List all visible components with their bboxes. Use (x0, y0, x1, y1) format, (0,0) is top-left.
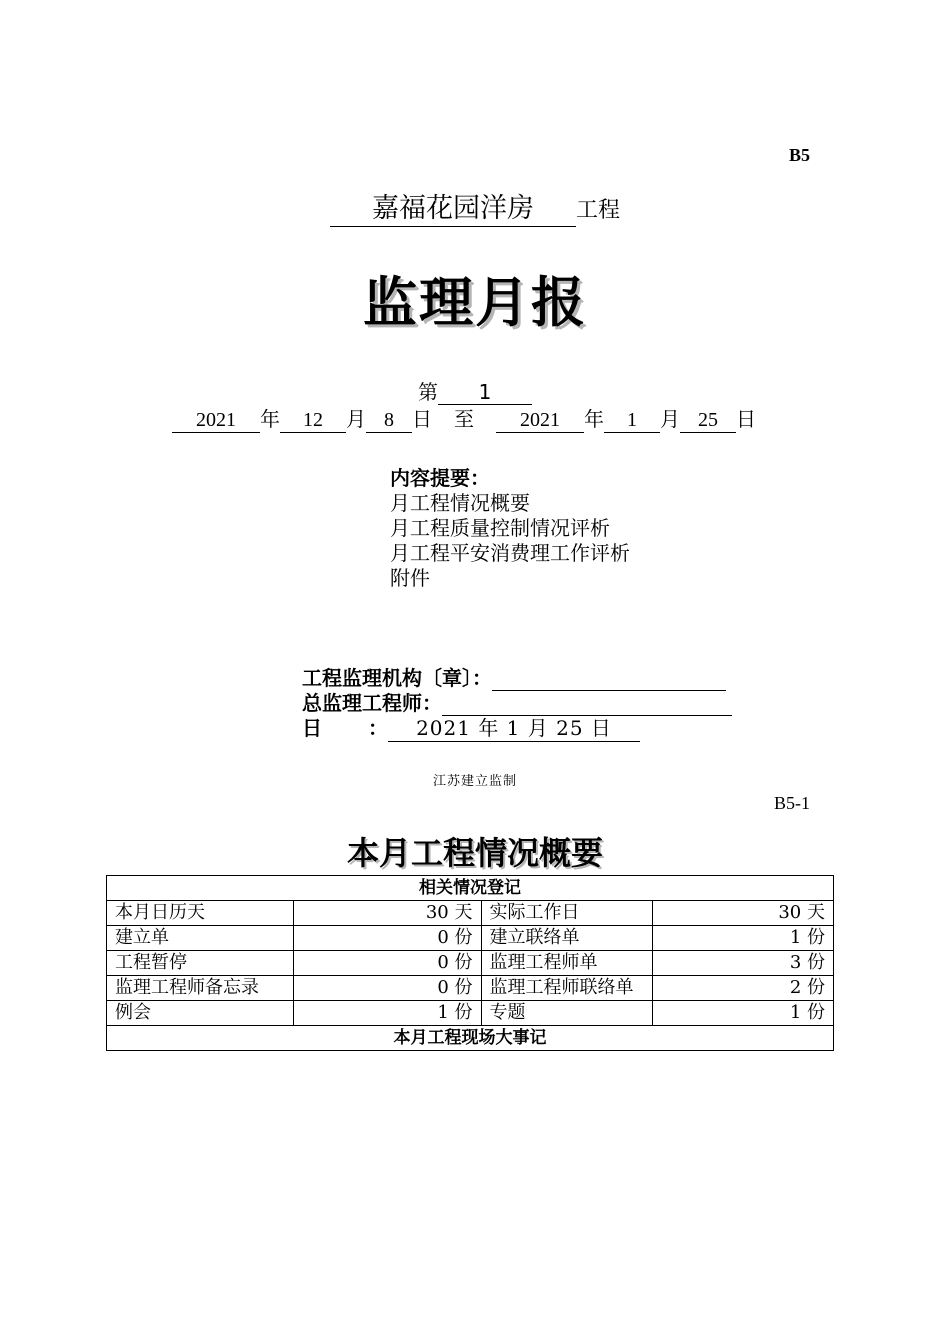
report-title: 监理月报 (363, 271, 587, 334)
summary-item: 月工程质量控制情况评析 (390, 516, 610, 540)
row-value: 0 份 (294, 926, 481, 951)
row-label: 实际工作日 (481, 901, 652, 926)
project-line (0, 192, 950, 227)
table-row (107, 1001, 834, 1026)
row-label: 建立联络单 (481, 926, 652, 951)
summary-heading: 内容提要： (390, 466, 490, 490)
project-name: 嘉福花园洋房 (330, 192, 576, 227)
row-value: 0 份 (294, 951, 481, 976)
table-row (107, 976, 834, 1001)
end-day: 25 (680, 408, 736, 433)
row-value: 3 份 (652, 951, 833, 976)
date-label: 日 (302, 716, 322, 740)
date-range (172, 403, 756, 433)
day-label: 日 (736, 407, 756, 431)
row-label: 监理工程师备忘录 (107, 976, 294, 1001)
row-value: 30 天 (294, 901, 481, 926)
row-label: 例会 (107, 1001, 294, 1026)
row-value: 2 份 (652, 976, 833, 1001)
year-label: 年 (584, 407, 604, 431)
signature-block (302, 666, 732, 741)
issue-number: 1 (438, 380, 532, 405)
date-colon: ： (368, 716, 388, 740)
form-code: B5 (788, 145, 810, 165)
row-label: 专题 (481, 1001, 652, 1026)
summary-item: 附件 (390, 566, 430, 590)
issue-line (0, 376, 950, 405)
month-label: 月 (660, 407, 680, 431)
start-day: 8 (366, 408, 412, 433)
section-title: 本月工程情况概要 (346, 834, 603, 872)
org-label: 工程监理机构〔章〕： (302, 666, 492, 690)
table-row (107, 901, 834, 926)
table-header-row (107, 876, 834, 901)
project-suffix: 工程 (575, 198, 620, 223)
summary-item: 月工程平安消费理工作评析 (390, 541, 630, 565)
row-label: 监理工程师联络单 (481, 976, 652, 1001)
row-value: 1 份 (652, 926, 833, 951)
end-month: 1 (604, 408, 660, 433)
day-label: 日 (412, 407, 432, 431)
summary-item: 月工程情况概要 (390, 491, 530, 515)
table-footer-row (107, 1026, 834, 1051)
row-label: 建立单 (107, 926, 294, 951)
table-header: 相关情况登记 (107, 876, 834, 901)
row-value: 1 份 (294, 1001, 481, 1026)
row-value: 1 份 (652, 1001, 833, 1026)
table-row (107, 951, 834, 976)
year-label: 年 (260, 407, 280, 431)
start-year: 2021 (172, 408, 260, 433)
row-label: 监理工程师单 (481, 951, 652, 976)
to-label: 至 (454, 407, 474, 431)
start-month: 12 (280, 408, 346, 433)
chief-label: 总监理工程师： (302, 691, 442, 715)
table-footer: 本月工程现场大事记 (107, 1026, 834, 1051)
section-form-code: B5-1 (774, 793, 810, 813)
content-summary (390, 466, 630, 591)
row-value: 0 份 (294, 976, 481, 1001)
table-row (107, 926, 834, 951)
sign-date: 2021 年 1 月 25 日 (388, 716, 640, 742)
issue-prefix: 第 (418, 380, 438, 404)
row-label: 本月日历天 (107, 901, 294, 926)
organization-name: 江苏建立监制 (432, 774, 517, 789)
end-year: 2021 (496, 408, 584, 433)
row-value: 30 天 (652, 901, 833, 926)
register-table (106, 875, 834, 1051)
row-label: 工程暂停 (107, 951, 294, 976)
month-label: 月 (346, 407, 366, 431)
